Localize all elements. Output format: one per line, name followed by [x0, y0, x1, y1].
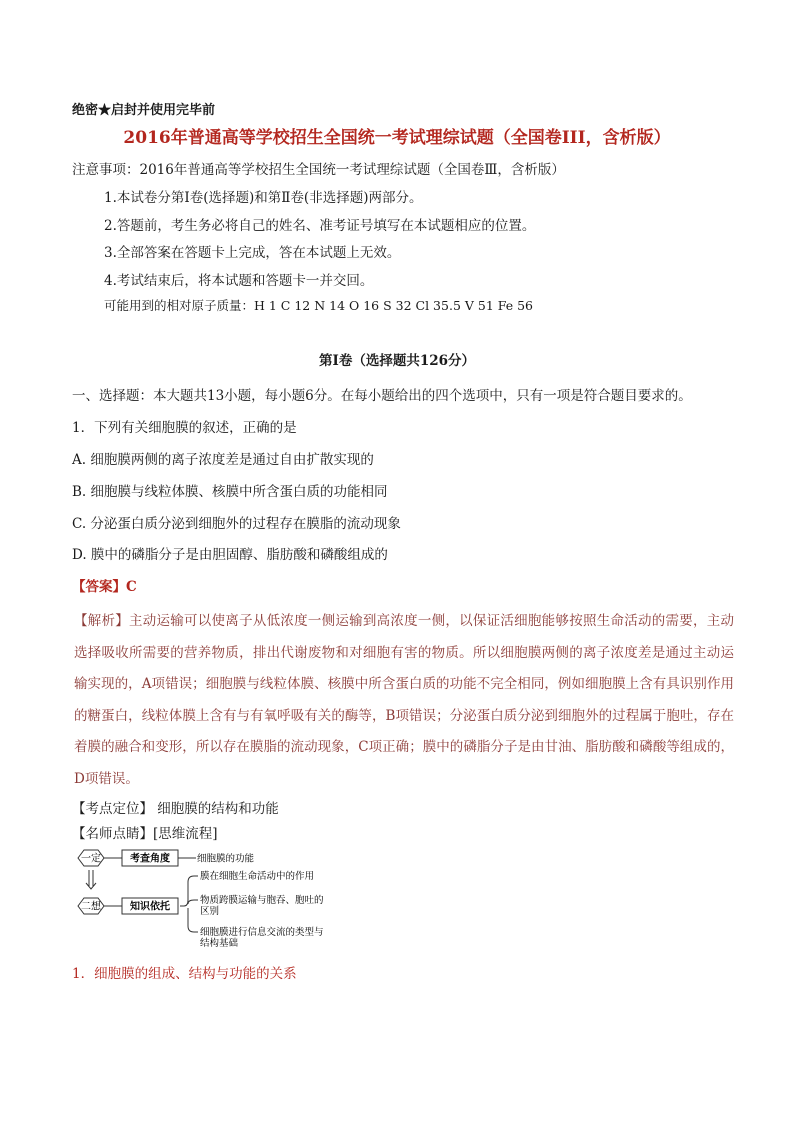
box1-label: 考查角度 [130, 853, 170, 865]
thinking-flow-diagram [72, 848, 362, 948]
notice-item-2: 2.答题前，考生务必将自己的姓名、准考证号填写在本试题相应的位置。 [104, 218, 536, 234]
step1-label: 一定 [81, 853, 101, 865]
branch2-text-b: 区别 [200, 906, 220, 917]
notice-item-3: 3.全部答案在答题卡上完成，答在本试题上无效。 [104, 245, 401, 261]
step2-label: 二想 [81, 901, 101, 913]
branch3-text-b: 结构基础 [200, 938, 239, 948]
notice-heading: 注意事项：2016年普通高等学校招生全国统一考试理综试题（全国卷Ⅲ，含析版） [72, 162, 565, 178]
mingshi-label: 【名师点睛】[思维流程] [72, 826, 218, 842]
question-stem: 1．下列有关细胞膜的叙述，正确的是 [72, 420, 297, 436]
branch1-text: 膜在细胞生命活动中的作用 [200, 871, 315, 882]
analysis-text: 【解析】主动运输可以使离子从低浓度一侧运输到高浓度一侧，以保证活细胞能够按照生命活动的需要，主动选择吸收所需要的营养物质，排出代谢废物和对细胞有害的物质。所以细胞膜两侧的离子浓度差是通过主动运输实现的，A项错误；细胞膜与线粒体膜、核膜中所含蛋白质的功能不完全相同，例如细胞膜上含有具识别作用的糖蛋白，线粒体膜上含有与有氧呼吸有关的酶等，B项错误；分泌蛋白质分泌到细胞外的过程属于胞吐，存在着膜的融合和变形，所以存在膜脂的流动现象，C项正确；膜中的磷脂分子是由甘油、脂肪酸和磷酸等组成的，D项错误。 [74, 613, 734, 787]
atomic-masses: 可能用到的相对原子质量：H 1 C 12 N 14 O 16 S 32 Cl 35.5 V 51 Fe 56 [104, 298, 534, 313]
option-d: D. 膜中的磷脂分子是由胆固醇、脂肪酸和磷酸组成的 [72, 547, 388, 563]
page-title: 2016年普通高等学校招生全国统一考试理综试题（全国卷III，含析版） [123, 128, 671, 148]
option-b: B. 细胞膜与线粒体膜、核膜中所含蛋白质的功能相同 [72, 484, 388, 500]
kaodian-label: 【考点定位】 细胞膜的结构和功能 [72, 801, 279, 817]
box2-label: 知识依托 [130, 901, 170, 913]
option-a: A. 细胞膜两侧的离子浓度差是通过自由扩散实现的 [72, 452, 374, 468]
notice-item-1: 1.本试卷分第Ⅰ卷(选择题)和第Ⅱ卷(非选择题)两部分。 [104, 190, 423, 206]
section-instruction: 一、选择题：本大题共13小题，每小题6分。在每小题给出的四个选项中，只有一项是符合题目要求的。 [72, 388, 692, 404]
section-heading: 第Ⅰ卷（选择题共126分） [319, 353, 475, 369]
branch2-text-a: 物质跨膜运输与胞吞、胞吐的 [200, 895, 324, 906]
box1-text: 细胞膜的功能 [197, 853, 255, 865]
answer: 【答案】C [72, 579, 137, 595]
branch3-text-a: 细胞膜进行信息交流的类型与 [200, 927, 324, 938]
subheading: 1．细胞膜的组成、结构与功能的关系 [72, 966, 297, 982]
secret-label: 绝密★启封并使用完毕前 [72, 103, 216, 118]
notice-item-4: 4.考试结束后，将本试题和答题卡一并交回。 [104, 273, 374, 289]
option-c: C. 分泌蛋白质分泌到细胞外的过程存在膜脂的流动现象 [72, 516, 401, 532]
